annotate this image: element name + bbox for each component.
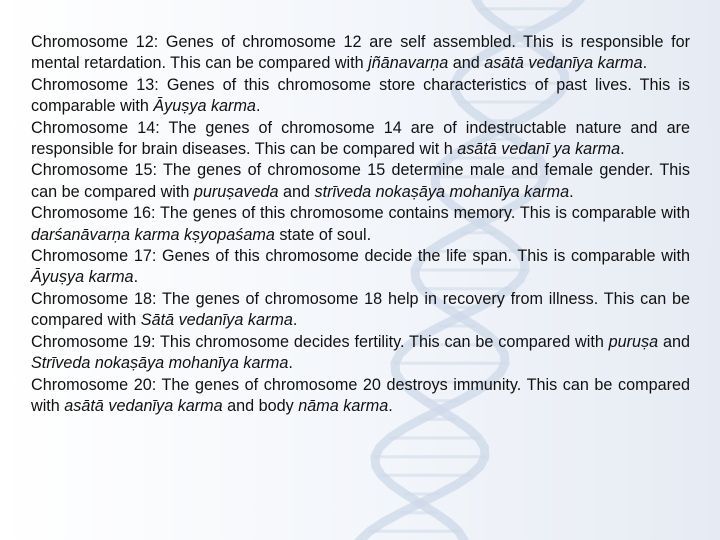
paragraph-text: . — [133, 268, 139, 287]
chromosome-paragraph — [31, 289, 690, 332]
chromosome-paragraph — [31, 375, 690, 418]
paragraph-text: . — [288, 354, 293, 373]
karma-term: puruṣa — [608, 332, 659, 351]
karma-term: asātā vedanī ya karma — [457, 140, 621, 159]
paragraph-text: Chromosome 15: The genes of chromosome 15 determine male and female gender. This can be compared with — [31, 161, 690, 201]
karma-term: nāma karma — [298, 396, 389, 415]
paragraph-text: Chromosome 20: The genes of chromosome 20 destroys immunity. This can be compared with — [31, 375, 690, 415]
paragraph-text: Chromosome 18: The genes of chromosome 18 help in recovery from illness. This can be compared with — [31, 289, 690, 330]
karma-term: asātā vedanīya karma — [484, 54, 643, 73]
paragraph-text: Chromosome 14: The genes of chromosome 14 are of indestructable nature and are responsible for brain diseases. This can be compared wit h — [31, 118, 690, 159]
paragraph-text: Chromosome 16: The genes of this chromosome contains memory. This is comparable with — [31, 204, 690, 223]
karma-term: puruṣaveda — [193, 182, 279, 201]
karma-term: strīveda nokaṣāya mohanīya karma — [314, 182, 570, 201]
chromosome-paragraph — [31, 160, 690, 203]
karma-term: Strīveda nokaṣāya mohanīya karma — [31, 354, 289, 373]
chromosome-paragraph — [31, 32, 690, 75]
paragraph-text: . — [292, 311, 298, 330]
paragraph-text: state of soul. — [274, 225, 372, 244]
paragraph-text: and — [278, 182, 315, 201]
paragraph-text: Chromosome 12: Genes of chromosome 12 are self assembled. This is responsible for mental retardation. This can be compared with — [31, 33, 690, 73]
paragraph-text: and — [448, 54, 485, 73]
chromosome-paragraph — [31, 118, 690, 161]
karma-term: Āyuṣya karma — [31, 268, 134, 287]
karma-term: jñānavarṇa — [368, 54, 449, 73]
chromosome-paragraph — [31, 332, 690, 375]
paragraph-text: . — [620, 140, 625, 159]
chromosome-paragraph — [31, 203, 690, 246]
paragraph-text: . — [642, 54, 648, 73]
paragraph-text: Chromosome 13: Genes of this chromosome store characteristics of past lives. This is comparable with — [31, 75, 690, 116]
paragraph-text: . — [255, 97, 261, 116]
paragraph-text: Chromosome 19: This chromosome decides fertility. This can be compared with — [31, 332, 609, 351]
chromosome-paragraph — [31, 75, 690, 118]
karma-term: asātā vedanīya karma — [64, 396, 223, 415]
chromosome-paragraph — [31, 246, 690, 289]
paragraph-text: Chromosome 17: Genes of this chromosome decide the life span. This is comparable with — [31, 247, 690, 266]
paragraph-text: . — [569, 182, 574, 201]
karma-term: darśanāvarṇa karma kṣyopaśama — [31, 225, 275, 244]
paragraph-text: and — [658, 332, 690, 351]
paragraph-text: and body — [222, 396, 299, 415]
chromosome-text-block — [31, 32, 690, 417]
karma-term: Sātā vedanīya karma — [140, 311, 293, 330]
karma-term: Āyuṣya karma — [153, 97, 256, 116]
paragraph-text: . — [388, 396, 393, 415]
